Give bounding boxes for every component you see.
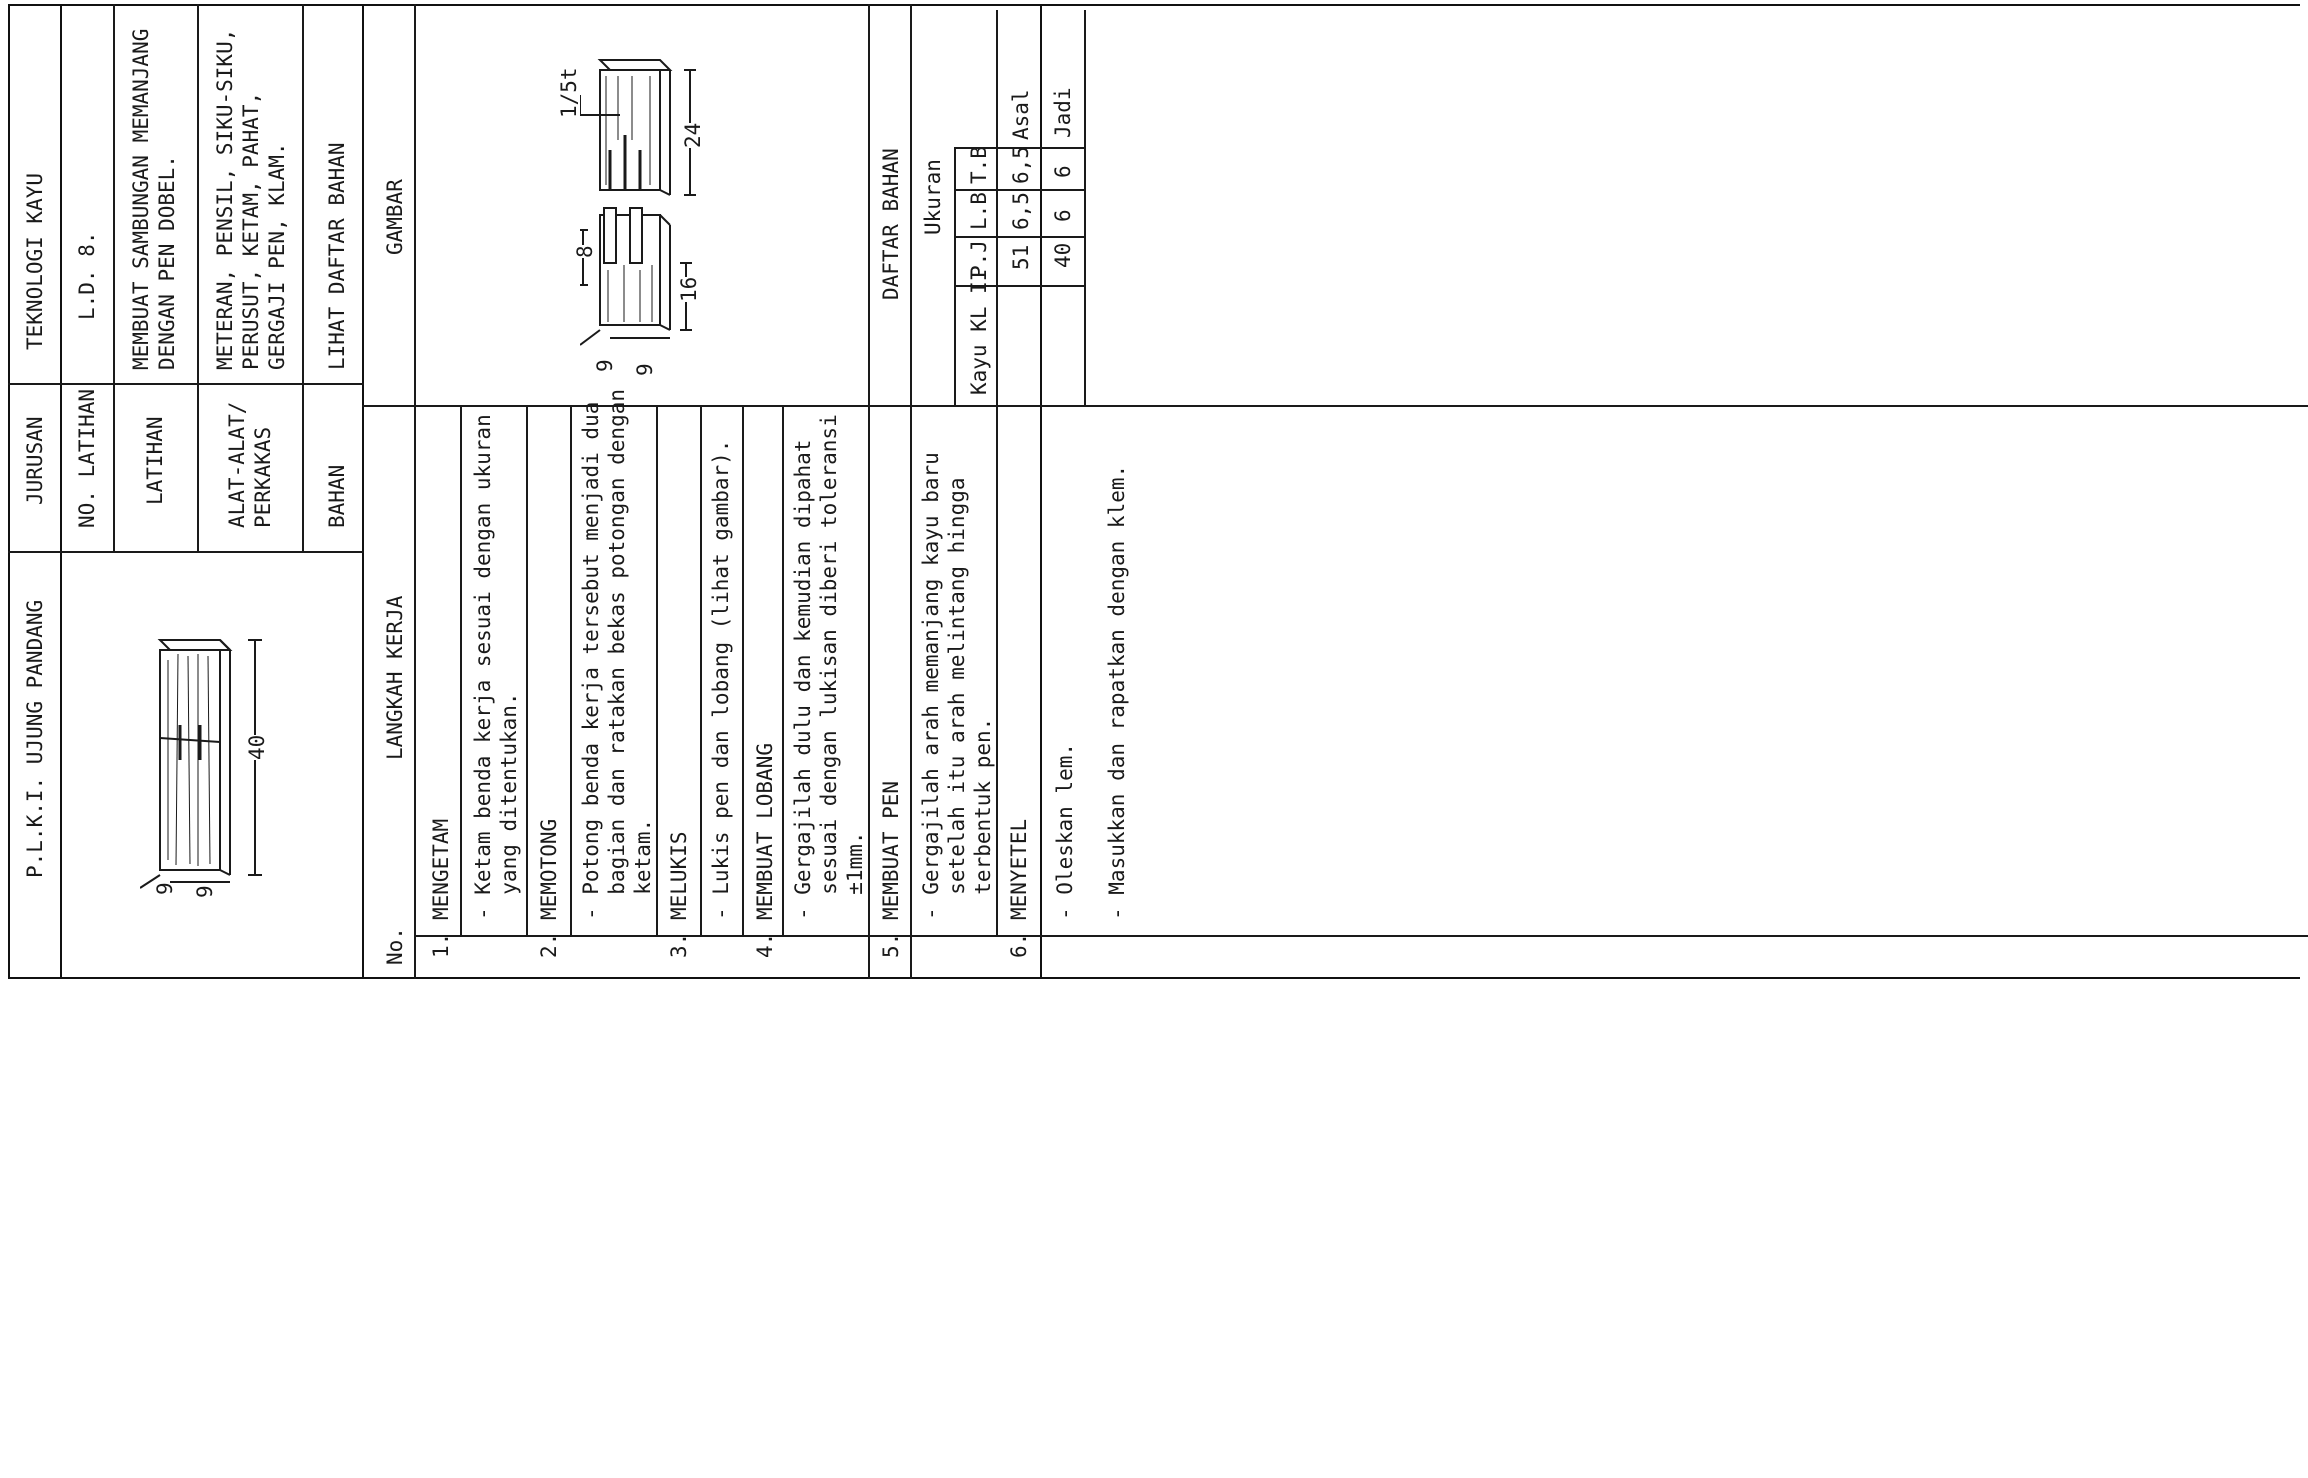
alat-label: ALAT-ALAT/ PERKAKAS: [225, 401, 275, 528]
rule: [113, 4, 115, 551]
row-asal-lb: 6,5: [1009, 192, 1033, 230]
jurusan-label: JURUSAN: [23, 416, 47, 505]
detail-dim-b: 9: [633, 363, 657, 376]
detail-dim-ratio: 1/5t: [557, 67, 581, 118]
no-latihan-label: NO. LATIHAN: [75, 388, 99, 528]
ukuran-label: Ukuran: [921, 159, 945, 235]
step-5-no: 5.: [879, 932, 903, 958]
rule: [996, 10, 998, 405]
rule: [1040, 4, 1042, 979]
rule: [460, 405, 462, 935]
rule: [954, 147, 956, 405]
row-jadi-tb: 6: [1051, 165, 1075, 178]
step-4-no: 4.: [753, 932, 777, 958]
main-dim-w1: 9: [153, 882, 177, 895]
row-jadi-pj: 40: [1051, 242, 1075, 268]
rule: [868, 4, 870, 979]
rule: [570, 405, 572, 935]
material-name: Kayu KL II: [967, 268, 991, 395]
rule: [362, 4, 364, 979]
step-3-no: 3.: [667, 932, 691, 958]
detail-dim-a: 9: [593, 359, 617, 372]
step-5-title: MEMBUAT PEN: [879, 780, 903, 920]
detail-dim-24: 24: [681, 122, 705, 148]
rule: [414, 935, 2308, 937]
rule: [60, 4, 62, 979]
step-3-desc: - Lukis pen dan lobang (lihat gambar).: [709, 439, 733, 920]
step-6-title: MENYETEL: [1007, 818, 1031, 920]
latihan-value: MEMBUAT SAMBUNGAN MEMANJANG DENGAN PEN DOBEL.: [129, 28, 179, 370]
rule: [656, 405, 658, 935]
step-4-desc: - Gergajilah dulu dan kemudian dipahat sesuai dengan lukisan diberi toleransi ±1mm.: [791, 414, 867, 920]
institution-name: P.L.K.I. UJUNG PANDANG: [23, 599, 47, 878]
rule: [910, 4, 912, 979]
row-asal-label: Asal: [1009, 89, 1033, 140]
rule: [954, 189, 1086, 191]
step-6-no: 6.: [1007, 932, 1031, 958]
col-pj: P.J: [967, 240, 991, 278]
rule: [8, 4, 10, 979]
step-3-title: MELUKIS: [667, 831, 691, 920]
rule: [197, 4, 199, 551]
latihan-label: LATIHAN: [143, 416, 167, 505]
rule: [8, 4, 2300, 6]
step-2-title: MEMOTONG: [537, 818, 561, 920]
detail-dim-8: 8: [573, 245, 597, 258]
col-tb: T.B: [967, 146, 991, 184]
main-dim-w2: 9: [193, 885, 217, 898]
rule: [302, 4, 304, 551]
col-gambar: GAMBAR: [383, 179, 407, 255]
rule: [8, 383, 364, 385]
rule: [996, 405, 998, 935]
assembled-joint-figure: [140, 620, 290, 900]
row-asal-tb: 6,5: [1009, 146, 1033, 184]
bahan-label: BAHAN: [325, 464, 349, 528]
main-dim-length: 40: [242, 735, 272, 760]
rule: [414, 4, 416, 979]
rule: [954, 236, 1086, 238]
rule: [526, 405, 528, 935]
step-4-title: MEMBUAT LOBANG: [753, 742, 777, 920]
no-latihan-value: L.D. 8.: [75, 231, 99, 320]
col-daftar-bahan: DAFTAR BAHAN: [879, 148, 903, 300]
rule: [700, 405, 702, 935]
step-1-no: 1.: [429, 932, 453, 958]
rule: [742, 405, 744, 935]
row-asal-pj: 51: [1009, 244, 1033, 270]
row-jadi-lb: 6: [1051, 209, 1075, 222]
step-1-title: MENGETAM: [429, 818, 453, 920]
row-jadi-label: Jadi: [1051, 87, 1075, 138]
bahan-value: LIHAT DAFTAR BAHAN: [325, 142, 349, 370]
col-no: No.: [383, 927, 407, 965]
rule: [8, 977, 2300, 979]
step-2-desc: - Potong benda kerja tersebut menjadi dua bagian dan ratakan bekas potongan dengan ketam.: [579, 388, 655, 920]
rule: [1084, 10, 1086, 405]
col-langkah-kerja: LANGKAH KERJA: [383, 595, 407, 760]
jurusan-value: TEKNOLOGI KAYU: [23, 172, 47, 350]
rule: [8, 551, 364, 553]
alat-value: METERAN, PENSIL, SIKU-SIKU, PERUSUT, KETAM, PAHAT, GERGAJI PEN, KLAM.: [213, 28, 289, 370]
detail-dim-16: 16: [677, 276, 701, 302]
step-6-desc: - Oleskan lem. - Masukkan dan rapatkan dengan klem.: [1053, 464, 1129, 920]
step-1-desc: - Ketam benda kerja sesuai dengan ukuran yang ditentukan.: [471, 414, 521, 920]
step-5-desc: - Gergajilah arah memanjang kayu baru setelah itu arah melintang hingga terbentuk pen.: [919, 452, 995, 920]
col-lb: L.B: [967, 192, 991, 230]
rule: [782, 405, 784, 935]
joint-parts-figure: [580, 40, 850, 380]
step-2-no: 2.: [537, 932, 561, 958]
